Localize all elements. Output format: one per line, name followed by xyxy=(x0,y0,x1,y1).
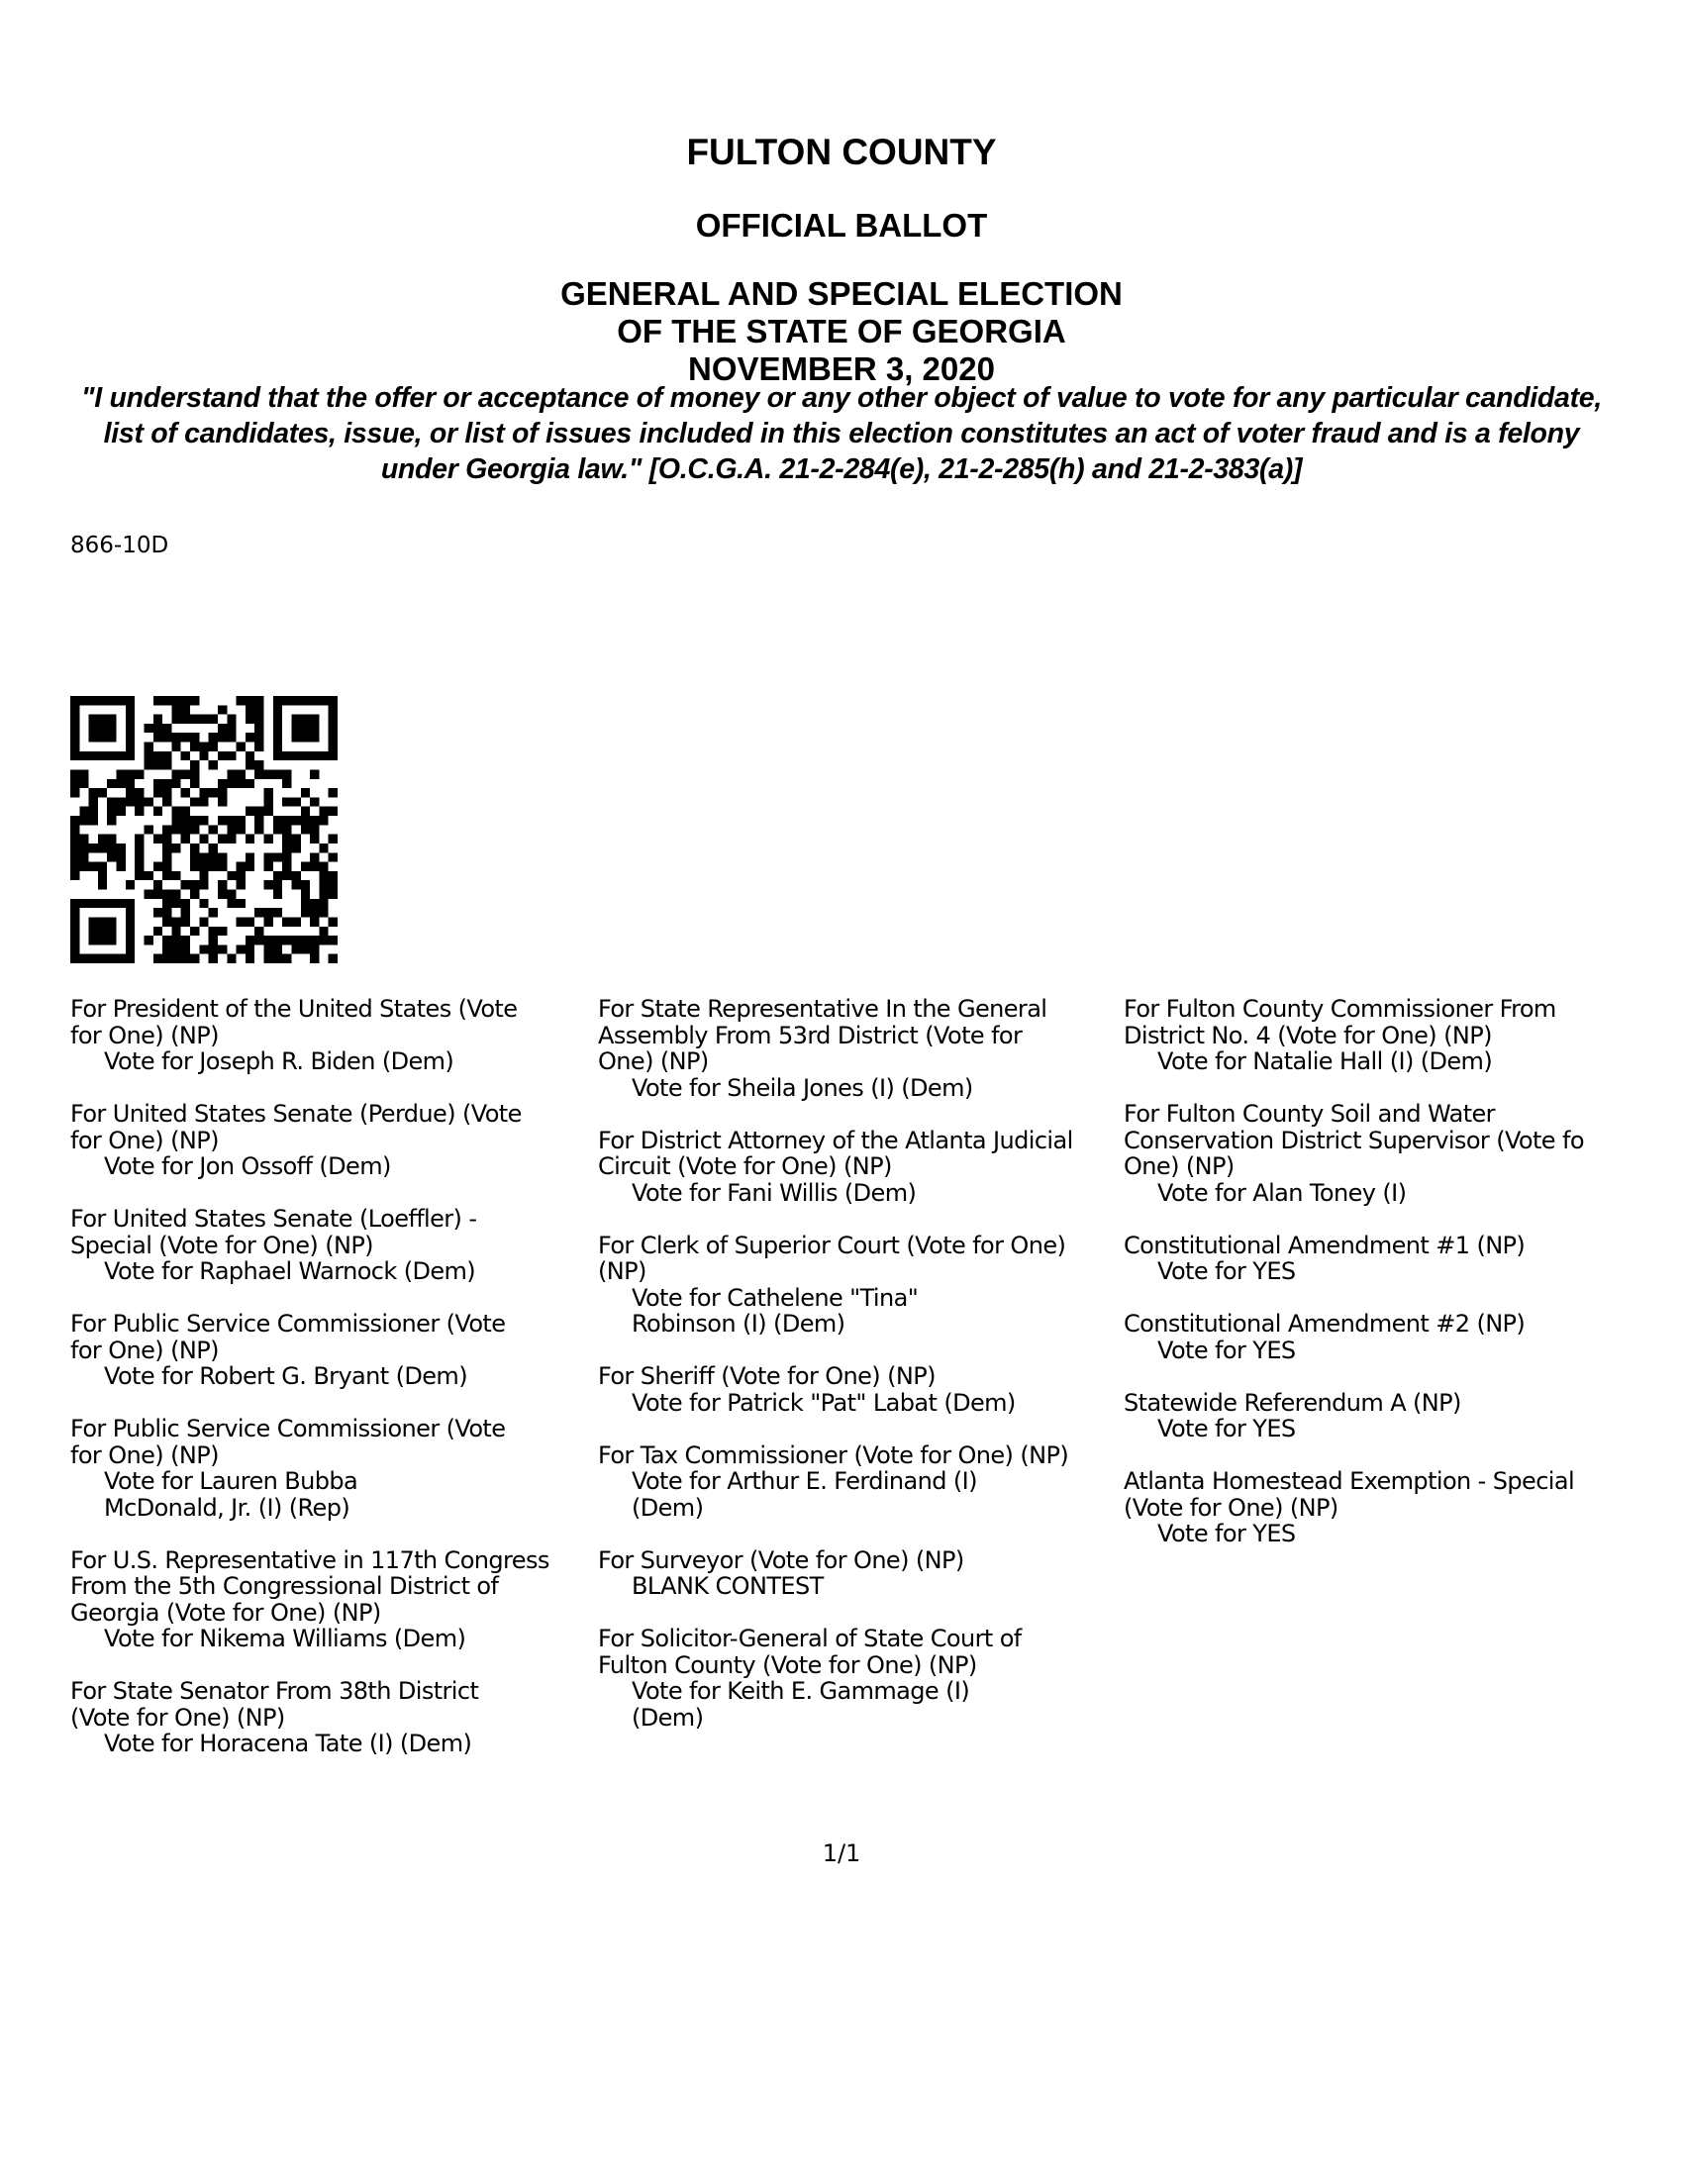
contest-selection: Vote for Robert G. Bryant (Dem) xyxy=(104,1362,467,1390)
election-title-line-2: OF THE STATE OF GEORGIA xyxy=(617,313,1066,349)
contest-title: For Surveyor (Vote for One) (NP) xyxy=(598,1545,964,1574)
election-title xyxy=(0,275,1683,388)
contest-title: For United States Senate (Perdue) (Vote for One) (NP) xyxy=(70,1100,522,1154)
ballot-style-code: 866-10D xyxy=(70,533,169,558)
contest-block xyxy=(70,1416,605,1521)
qr-code-icon xyxy=(70,696,338,963)
contest-selection: Vote for Jon Ossoff (Dem) xyxy=(104,1152,391,1180)
contest-block xyxy=(70,1101,605,1180)
contest-block xyxy=(1124,1468,1683,1547)
contest-block xyxy=(1124,996,1683,1075)
contest-block xyxy=(598,1547,1123,1600)
contest-title: For U.S. Representative in 117th Congress From the 5th Congressional District of Georgia (Vote for One) (NP) xyxy=(70,1545,549,1627)
contest-block xyxy=(1124,1233,1683,1285)
contest-selection: Vote for Joseph R. Biden (Dem) xyxy=(104,1047,454,1075)
contest-column-2 xyxy=(598,996,1123,1757)
contest-title: For Fulton County Soil and Water Conservation District Supervisor (Vote fo One) (NP) xyxy=(1124,1100,1584,1180)
contest-selection: Vote for Natalie Hall (I) (Dem) xyxy=(1157,1047,1493,1075)
contest-selection: Vote for Keith E. Gammage (I) (Dem) xyxy=(632,1677,970,1732)
ballot-header xyxy=(0,131,1683,388)
contest-block xyxy=(598,1626,1123,1731)
contest-selection: Vote for YES xyxy=(1157,1520,1296,1547)
contest-column-1 xyxy=(70,996,605,1783)
contest-block xyxy=(70,1206,605,1285)
contest-title: For United States Senate (Loeffler) - Special (Vote for One) (NP) xyxy=(70,1205,477,1259)
contest-title: For Public Service Commissioner (Vote for One) (NP) xyxy=(70,1310,506,1364)
oath-line-1: "I understand that the offer or acceptance of money or any other object of value to vote for any particular candidate, xyxy=(81,382,1602,414)
contest-block xyxy=(1124,1390,1683,1442)
county-name: FULTON COUNTY xyxy=(686,132,997,172)
contest-title: For Solicitor-General of State Court of Fulton County (Vote for One) (NP) xyxy=(598,1625,1022,1679)
contest-title: Statewide Referendum A (NP) xyxy=(1124,1388,1461,1417)
oath-line-3: under Georgia law." [O.C.G.A. 21-2-284(e), 21-2-285(h) and 21-2-383(a)] xyxy=(380,453,1303,485)
contest-title: For State Representative In the General Assembly From 53rd District (Vote for One) (NP) xyxy=(598,995,1047,1075)
election-title-line-1: GENERAL AND SPECIAL ELECTION xyxy=(560,275,1123,312)
contest-title: For Clerk of Superior Court (Vote for One) (NP) xyxy=(598,1231,1066,1285)
contest-title: For Public Service Commissioner (Vote for One) (NP) xyxy=(70,1415,506,1469)
contest-title: For Sheriff (Vote for One) (NP) xyxy=(598,1362,936,1390)
contest-block xyxy=(598,1442,1123,1522)
contest-selection: Vote for Sheila Jones (I) (Dem) xyxy=(632,1073,973,1102)
contest-title: Constitutional Amendment #1 (NP) xyxy=(1124,1231,1526,1259)
oath-line-2: list of candidates, issue, or list of issues included in this election constitutes an act of voter fraud and is a felony xyxy=(103,418,1580,449)
contest-selection: BLANK CONTEST xyxy=(632,1572,824,1600)
contest-title: For President of the United States (Vote for One) (NP) xyxy=(70,995,518,1049)
contest-title: For Tax Commissioner (Vote for One) (NP) xyxy=(598,1440,1069,1469)
ballot-type: OFFICIAL BALLOT xyxy=(695,207,988,244)
contest-selection: Vote for YES xyxy=(1157,1336,1296,1364)
contest-title: For State Senator From 38th District (Vote for One) (NP) xyxy=(70,1677,479,1732)
contest-block xyxy=(1124,1101,1683,1206)
contest-title: For Fulton County Commissioner From District No. 4 (Vote for One) (NP) xyxy=(1124,996,1556,1049)
contest-selection: Vote for Cathelene "Tina" Robinson (I) (Dem) xyxy=(632,1283,919,1338)
contest-title: For District Attorney of the Atlanta Judicial Circuit (Vote for One) (NP) xyxy=(598,1126,1073,1180)
contest-block xyxy=(70,1547,605,1652)
contest-selection: Vote for Lauren Bubba McDonald, Jr. (I) (Rep) xyxy=(104,1467,358,1522)
contest-title: Atlanta Homestead Exemption - Special (Vote for One) (NP) xyxy=(1124,1467,1575,1522)
contest-column-3 xyxy=(1124,996,1683,1573)
voter-fraud-oath xyxy=(59,380,1624,487)
contest-selection: Vote for Raphael Warnock (Dem) xyxy=(104,1257,476,1285)
contest-selection: Vote for Patrick "Pat" Labat (Dem) xyxy=(632,1388,1016,1417)
contest-selection: Vote for YES xyxy=(1157,1257,1296,1285)
contest-block xyxy=(598,1363,1123,1416)
contest-block xyxy=(598,1233,1123,1338)
page-number: 1/1 xyxy=(822,1839,861,1867)
contest-block xyxy=(598,1128,1123,1207)
contest-selection: Vote for Fani Willis (Dem) xyxy=(632,1178,917,1207)
contest-selection: Vote for Nikema Williams (Dem) xyxy=(104,1625,466,1652)
election-date: NOVEMBER 3, 2020 xyxy=(688,350,995,387)
contest-block xyxy=(70,996,605,1075)
contest-block xyxy=(70,1311,605,1390)
contest-block xyxy=(70,1678,605,1757)
contest-selection: Vote for Alan Toney (I) xyxy=(1157,1178,1407,1207)
contest-selection: Vote for YES xyxy=(1157,1415,1296,1442)
contest-block xyxy=(1124,1311,1683,1363)
contest-selection: Vote for Horacena Tate (I) (Dem) xyxy=(104,1730,472,1757)
contest-selection: Vote for Arthur E. Ferdinand (I) (Dem) xyxy=(632,1467,977,1522)
contest-block xyxy=(598,996,1123,1101)
contest-title: Constitutional Amendment #2 (NP) xyxy=(1124,1310,1526,1338)
